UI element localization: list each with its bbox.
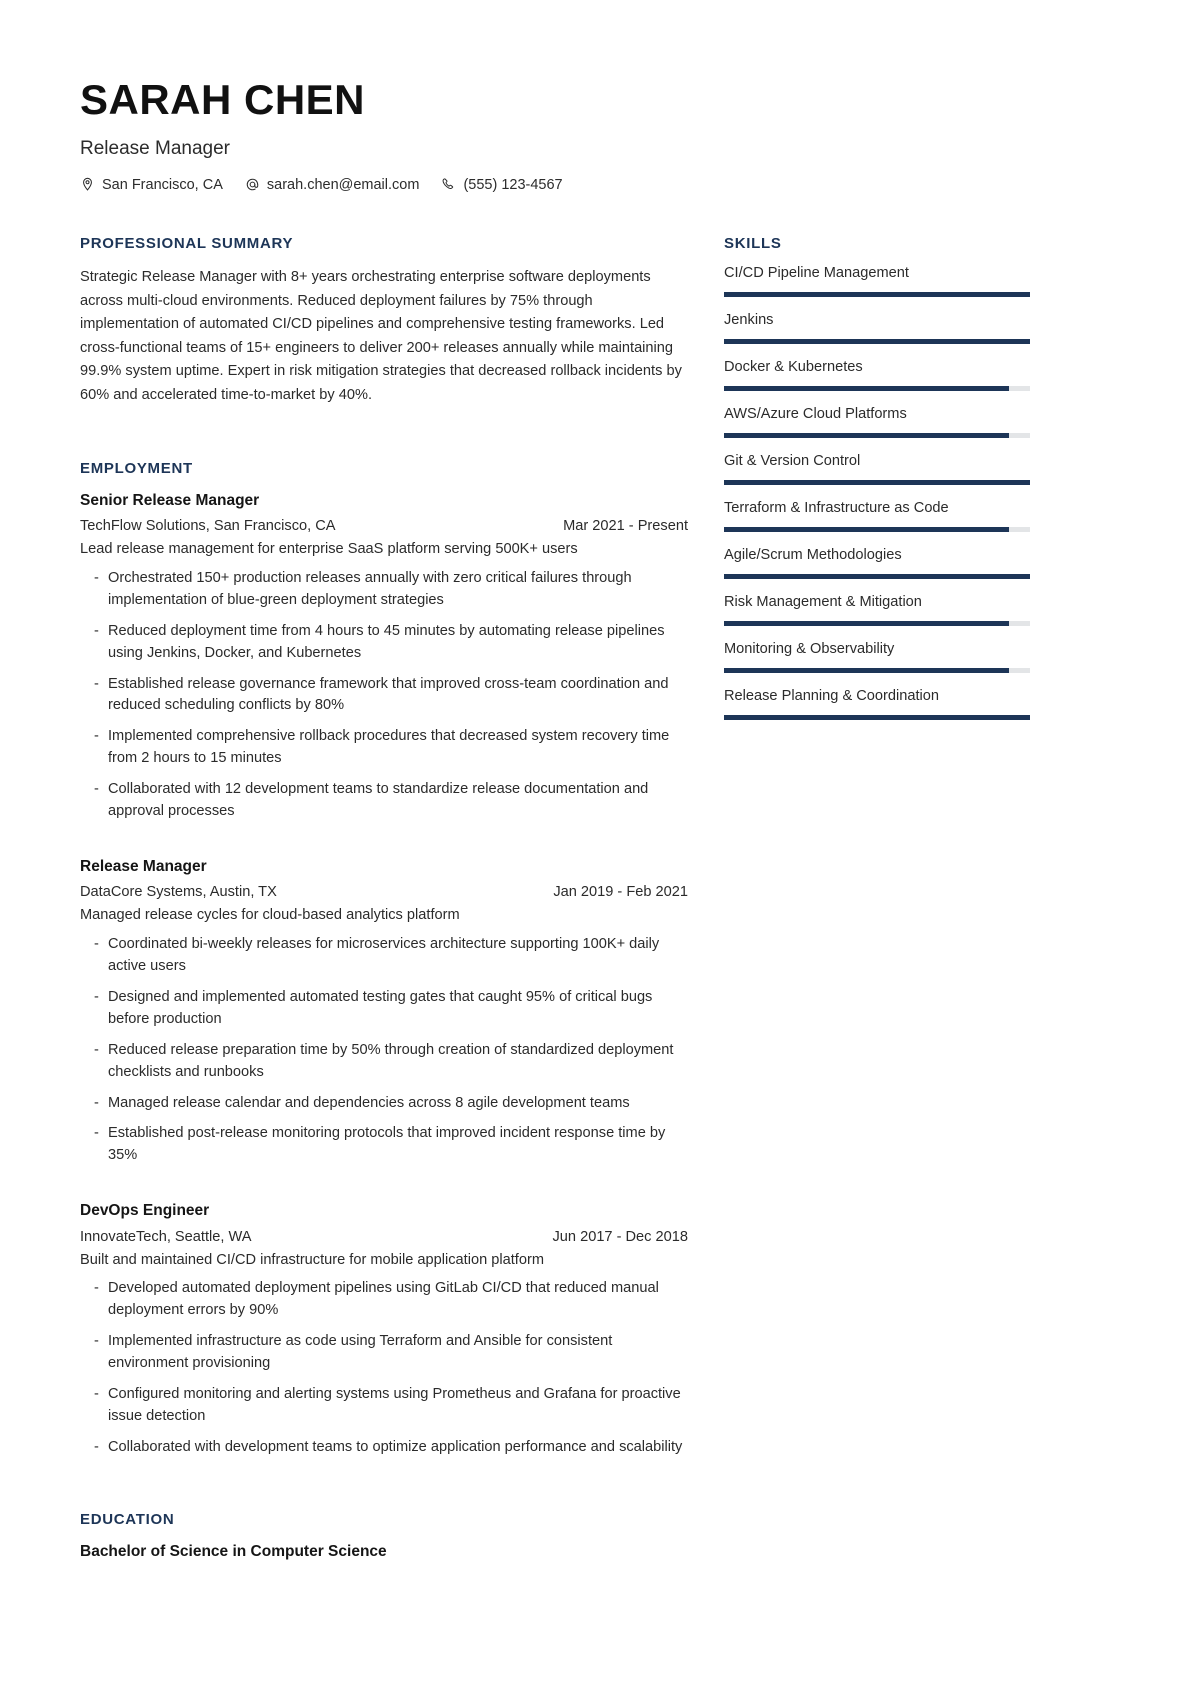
job-bullet <box>80 779 688 823</box>
bullet-dash-icon: - <box>94 1094 99 1111</box>
bullet-dash-icon: - <box>94 936 99 953</box>
job-bullet-list <box>80 568 688 823</box>
skills-column <box>724 235 1030 720</box>
job-bullet-text: Implemented infrastructure as code using Terraform and Ansible for consistent environment provisioning <box>108 1333 613 1372</box>
job-bullet-text: Implemented comprehensive rollback procedures that decreased system recovery time from 2 hours to 15 minutes <box>108 728 670 767</box>
skill-item <box>724 593 1030 626</box>
bullet-dash-icon: - <box>94 1438 99 1455</box>
resume-body <box>80 235 1030 1561</box>
skill-bar-fill <box>724 339 1030 344</box>
skill-bar-track <box>724 480 1030 485</box>
job-company: InnovateTech, Seattle, WA <box>80 1228 252 1245</box>
job-bullet-list <box>80 934 688 1167</box>
job-description: Lead release management for enterprise SaaS platform serving 500K+ users <box>80 541 578 558</box>
bullet-dash-icon: - <box>94 1041 99 1058</box>
job-bullet-text: Reduced release preparation time by 50% through creation of standardized deployment checklists and runbooks <box>108 1041 674 1080</box>
bullet-dash-icon: - <box>94 728 99 745</box>
location-pin-icon <box>80 177 95 192</box>
bullet-dash-icon: - <box>94 988 99 1005</box>
contact-email[interactable] <box>245 177 420 193</box>
skill-bar-fill <box>724 386 1009 391</box>
job-description: Built and maintained CI/CD infrastructure for mobile application platform <box>80 1251 544 1268</box>
skill-label: Agile/Scrum Methodologies <box>724 546 902 563</box>
phone-icon <box>441 177 456 192</box>
employment-entry <box>80 857 688 1167</box>
job-dates: Mar 2021 - Present <box>563 518 688 535</box>
job-bullet <box>80 1093 688 1115</box>
job-bullet <box>80 1331 688 1375</box>
skill-item <box>724 264 1030 297</box>
skill-label: Docker & Kubernetes <box>724 358 863 375</box>
job-bullet <box>80 1437 688 1459</box>
skill-bar-track <box>724 621 1030 626</box>
job-bullet <box>80 1040 688 1084</box>
skill-item <box>724 358 1030 391</box>
employment-entry <box>80 491 688 823</box>
contact-location <box>80 177 223 193</box>
employment-section <box>80 460 688 1459</box>
job-dates: Jan 2019 - Feb 2021 <box>553 884 688 901</box>
resume-header <box>80 78 1030 193</box>
skill-label: Jenkins <box>724 311 774 328</box>
job-bullet-text: Collaborated with development teams to optimize application performance and scalability <box>108 1438 683 1455</box>
skills-heading: SKILLS <box>724 234 782 252</box>
job-bullet <box>80 726 688 770</box>
professional-summary-heading: PROFESSIONAL SUMMARY <box>80 234 294 252</box>
professional-summary-section <box>80 235 688 408</box>
job-meta <box>80 1229 688 1245</box>
job-bullet-text: Designed and implemented automated testing gates that caught 95% of critical bugs before production <box>108 988 653 1027</box>
job-bullet <box>80 1123 688 1167</box>
skill-label: Git & Version Control <box>724 452 861 469</box>
bullet-dash-icon: - <box>94 570 99 586</box>
education-degree: Bachelor of Science in Computer Science <box>80 1542 387 1560</box>
bullet-dash-icon: - <box>94 1386 99 1403</box>
job-bullet <box>80 934 688 978</box>
skill-bar-track <box>724 339 1030 344</box>
candidate-job-title: Release Manager <box>80 138 230 160</box>
contact-phone-text: (555) 123-4567 <box>463 176 563 193</box>
job-bullet <box>80 1278 688 1322</box>
skill-label: Monitoring & Observability <box>724 640 895 657</box>
job-meta <box>80 518 688 534</box>
skill-bar-fill <box>724 621 1009 626</box>
professional-summary-text: Strategic Release Manager with 8+ years orchestrating enterprise software deployments across multi-cloud environments. Reduced deployment failures by 75% through implementation of automated CI/CD pipelines and comprehensive testing frameworks. Led cross-functional teams of 15+ engineers to deliver 200+ releases annually while maintaining 99.9% system uptime. Expert in risk mitigation strategies that decreased rollback incidents by 60% and accelerated time-to-market by 40%. <box>80 268 682 404</box>
job-bullet <box>80 674 688 718</box>
job-bullet-text: Orchestrated 150+ production releases annually with zero critical failures through implementation of blue-green deployment strategies <box>108 570 632 608</box>
skill-label: AWS/Azure Cloud Platforms <box>724 405 907 422</box>
bullet-dash-icon: - <box>94 1333 99 1350</box>
skill-bar-track <box>724 574 1030 579</box>
skill-bar-track <box>724 527 1030 532</box>
job-bullet-text: Established release governance framework that improved cross-team coordination and reduced scheduling conflicts by 80% <box>108 675 669 714</box>
skill-bar-fill <box>724 668 1009 673</box>
skill-label: Risk Management & Mitigation <box>724 593 922 610</box>
skill-item <box>724 687 1030 720</box>
candidate-name: SARAH CHEN <box>80 76 366 123</box>
job-bullet-text: Managed release calendar and dependencies across 8 agile development teams <box>108 1094 630 1111</box>
job-company: TechFlow Solutions, San Francisco, CA <box>80 518 336 535</box>
job-role: Release Manager <box>80 857 207 875</box>
education-section <box>80 1511 688 1561</box>
skill-bar-fill <box>724 527 1009 532</box>
skill-bar-fill <box>724 574 1030 579</box>
contact-email-text: sarah.chen@email.com <box>266 176 420 193</box>
education-heading: EDUCATION <box>80 1510 175 1528</box>
skill-item <box>724 452 1030 485</box>
skill-bar-fill <box>724 715 1030 720</box>
skill-item <box>724 640 1030 673</box>
skill-item <box>724 311 1030 344</box>
job-bullet-text: Reduced deployment time from 4 hours to 45 minutes by automating release pipelines using Jenkins, Docker, and Kubernetes <box>108 622 665 661</box>
job-meta <box>80 884 688 900</box>
contact-phone[interactable] <box>441 177 562 193</box>
skill-bar-fill <box>724 433 1009 438</box>
main-column <box>80 235 688 1561</box>
job-bullet-text: Developed automated deployment pipelines using GitLab CI/CD that reduced manual deployment errors by 90% <box>108 1280 659 1319</box>
skill-label: CI/CD Pipeline Management <box>724 264 909 281</box>
employment-heading: EMPLOYMENT <box>80 459 193 477</box>
skill-bar-track <box>724 433 1030 438</box>
bullet-dash-icon: - <box>94 1280 99 1297</box>
job-bullet <box>80 568 688 612</box>
skill-bar-fill <box>724 480 1030 485</box>
job-bullet <box>80 621 688 665</box>
contact-row <box>80 177 1030 193</box>
job-bullet-text: Coordinated bi-weekly releases for microservices architecture supporting 100K+ daily active users <box>108 936 660 975</box>
job-description: Managed release cycles for cloud-based analytics platform <box>80 907 460 924</box>
skill-bar-track <box>724 292 1030 297</box>
skill-bar-track <box>724 715 1030 720</box>
job-role: Senior Release Manager <box>80 491 260 509</box>
job-bullet-text: Collaborated with 12 development teams to standardize release documentation and approval processes <box>108 781 649 820</box>
bullet-dash-icon: - <box>94 675 99 692</box>
bullet-dash-icon: - <box>94 622 99 639</box>
skill-bar-track <box>724 386 1030 391</box>
skill-bar-track <box>724 668 1030 673</box>
job-company: DataCore Systems, Austin, TX <box>80 884 277 901</box>
skill-label: Release Planning & Coordination <box>724 687 939 704</box>
job-bullet <box>80 987 688 1031</box>
job-bullet-text: Configured monitoring and alerting systems using Prometheus and Grafana for proactive issue detection <box>108 1386 681 1424</box>
skill-label: Terraform & Infrastructure as Code <box>724 499 949 516</box>
skill-item <box>724 546 1030 579</box>
contact-location-text: San Francisco, CA <box>102 176 223 193</box>
skill-item <box>724 405 1030 438</box>
employment-entry <box>80 1201 688 1459</box>
job-dates: Jun 2017 - Dec 2018 <box>552 1228 688 1245</box>
job-bullet-list <box>80 1278 688 1458</box>
email-at-icon <box>245 177 260 192</box>
job-role: DevOps Engineer <box>80 1202 210 1220</box>
bullet-dash-icon: - <box>94 1125 99 1142</box>
skill-item <box>724 499 1030 532</box>
job-bullet <box>80 1384 688 1428</box>
skill-bar-fill <box>724 292 1030 297</box>
bullet-dash-icon: - <box>94 781 99 798</box>
job-bullet-text: Established post-release monitoring protocols that improved incident response time by 35% <box>108 1125 666 1164</box>
